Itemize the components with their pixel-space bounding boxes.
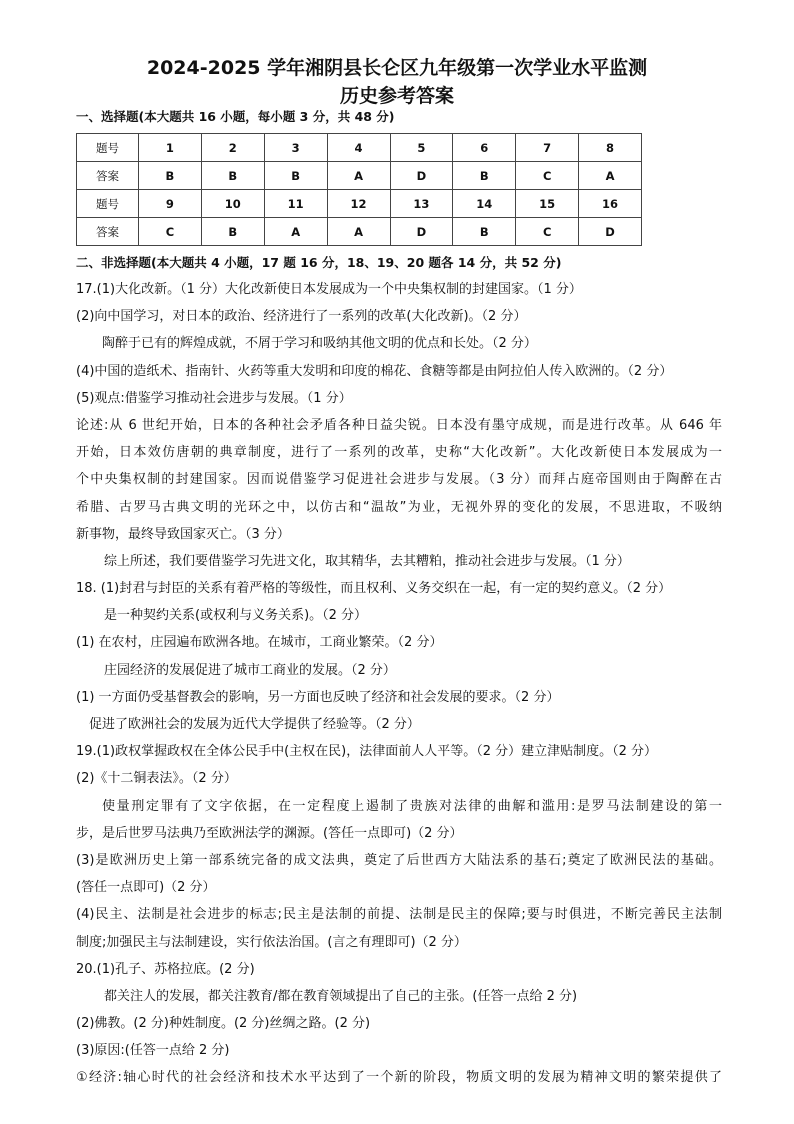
table-row: [77, 162, 642, 190]
answer-line: 陶醉于已有的辉煌成就，不屑于学习和吸纳其他文明的优点和长处。（2 分）: [102, 336, 537, 352]
question-number-cell: 1: [139, 134, 202, 162]
answer-line: 个中央集权制的封建国家。因而说借鉴学习促进社会进步与发展。（3 分）而拜占庭帝国则由于陶醉在古: [76, 472, 722, 488]
answer-line: 庄园经济的发展促进了城市工商业的发展。（2 分）: [104, 662, 396, 678]
question-number-cell: 16: [579, 190, 642, 218]
answer-line: 17.(1)大化改新。（1 分）大化改新使日本发展成为一个中央集权制的封建国家。（1 分）: [76, 282, 582, 297]
table-row: [77, 218, 642, 246]
question-number-cell: 3: [264, 134, 327, 162]
section-heading-choice: 一、选择题(本大题共 16 小题，每小题 3 分，共 48 分): [76, 109, 395, 124]
answer-line: (2)《十二铜表法》。（2 分）: [76, 771, 237, 787]
document-subtitle: 历史参考答案: [339, 85, 454, 107]
answer-line: ①经济:轴心时代的社会经济和技术水平达到了一个新的阶段，物质文明的发展为精神文明的繁荣提供了: [76, 1070, 722, 1086]
answer-cell: B: [139, 162, 202, 190]
answer-cell: C: [139, 218, 202, 246]
answer-line: (1) 在农村，庄园遍布欧洲各地。在城市，工商业繁荣。（2 分）: [76, 635, 443, 651]
answer-line: (2)佛教。(2 分)种姓制度。(2 分)丝绸之路。(2 分): [76, 1016, 371, 1032]
answer-line: 论述:从 6 世纪开始，日本的各种社会矛盾各种日益尖锐。日本没有墨守成规，而是进行改革。从 646 年: [76, 417, 722, 433]
question-number-cell: 10: [201, 190, 264, 218]
answer-cell: B: [453, 162, 516, 190]
question-number-cell: 4: [327, 134, 390, 162]
answer-cell: B: [201, 162, 264, 190]
answer-cell: A: [264, 218, 327, 246]
answer-cell: C: [516, 218, 579, 246]
row-label: 题号: [77, 134, 139, 162]
question-number-cell: 12: [327, 190, 390, 218]
section-heading-nonchoice: 二、非选择题(本大题共 4 小题，17 题 16 分，18、19、20 题各 14 分，共 52 分): [76, 255, 562, 270]
answer-cell: D: [579, 218, 642, 246]
answer-line: 19.(1)政权掌握政权在全体公民手中(主权在民)，法律面前人人平等。（2 分）建立津贴制度。（2 分）: [76, 744, 658, 760]
answer-line: 是一种契约关系(或权利与义务关系)。（2 分）: [104, 608, 368, 624]
question-number-cell: 11: [264, 190, 327, 218]
answer-cell: B: [201, 218, 264, 246]
answer-line: 制度;加强民主与法制建设，实行依法治国。(言之有理即可)（2 分）: [76, 934, 467, 950]
answer-line: (4)民主、法制是社会进步的标志;民主是法制的前提、法制是民主的保障;要与时俱进，不断完善民主法制: [76, 907, 722, 923]
question-number-cell: 9: [139, 190, 202, 218]
question-number-cell: 6: [453, 134, 516, 162]
question-number-cell: 2: [201, 134, 264, 162]
answer-line: (3)原因:(任答一点给 2 分): [76, 1043, 230, 1059]
answer-line: 使量刑定罪有了文字依据，在一定程度上遏制了贵族对法律的曲解和滥用:是罗马法制建设的第一: [102, 798, 722, 814]
answer-line: 新事物，最终导致国家灭亡。（3 分）: [76, 526, 290, 542]
answer-line: 都关注人的发展，都关注教育/都在教育领域提出了自己的主张。(任答一点给 2 分): [104, 988, 578, 1004]
answer-line: 促进了欧洲社会的发展为近代大学提供了经验等。（2 分）: [89, 717, 420, 732]
answer-cell: A: [579, 162, 642, 190]
row-label: 题号: [77, 190, 139, 218]
answer-line: (4)中国的造纸术、指南针、火药等重大发明和印度的棉花、食糖等都是由阿拉伯人传入欧洲的。（2 分）: [76, 363, 673, 379]
answer-line: 20.(1)孔子、苏格拉底。(2 分): [76, 961, 255, 977]
row-label: 答案: [77, 218, 139, 246]
answer-cell: A: [327, 162, 390, 190]
answer-line: (5)观点:借鉴学习推动社会进步与发展。（1 分）: [76, 390, 352, 406]
answer-cell: B: [453, 218, 516, 246]
answer-cell: D: [390, 162, 453, 190]
answer-line: 综上所述，我们要借鉴学习先进文化，取其精华，去其糟粕，推动社会进步与发展。（1 分）: [104, 553, 630, 569]
table-row: [77, 134, 642, 162]
answer-cell: C: [516, 162, 579, 190]
answer-line: 开始，日本效仿唐朝的典章制度，进行了一系列的改革，史称“大化改新”。大化改新使日本发展成为一: [76, 445, 722, 461]
answer-line: (2)向中国学习，对日本的政治、经济进行了一系列的改革(大化改新)。（2 分）: [76, 309, 527, 325]
question-number-cell: 13: [390, 190, 453, 218]
answer-cell: B: [264, 162, 327, 190]
answer-cell: D: [390, 218, 453, 246]
answer-table: [76, 133, 642, 246]
answer-body: [76, 276, 722, 1092]
question-number-cell: 5: [390, 134, 453, 162]
answer-line: 步，是后世罗马法典乃至欧洲法学的渊源。(答任一点即可)（2 分）: [76, 825, 463, 841]
answer-line: 希腊、古罗马古典文明的光环之中，以仿古和“温故”为业，无视外界的变化的发展，不思进取，不吸纳: [76, 499, 722, 515]
question-number-cell: 8: [579, 134, 642, 162]
answer-line: (1) 一方面仍受基督教会的影响，另一方面也反映了经济和社会发展的要求。（2 分）: [76, 689, 560, 705]
row-label: 答案: [77, 162, 139, 190]
document-title: 2024-2025 学年湘阴县长仑区九年级第一次学业水平监测: [146, 57, 648, 79]
answer-cell: A: [327, 218, 390, 246]
answer-line: 18. (1)封君与封臣的关系有着严格的等级性，而且权利、义务交织在一起，有一定的契约意义。（2 分）: [76, 581, 672, 597]
question-number-cell: 14: [453, 190, 516, 218]
question-number-cell: 15: [516, 190, 579, 218]
table-row: [77, 190, 642, 218]
answer-line: (答任一点即可)（2 分）: [76, 880, 216, 896]
answer-line: (3)是欧洲历史上第一部系统完备的成文法典，奠定了后世西方大陆法系的基石;奠定了欧洲民法的基础。: [76, 852, 722, 868]
question-number-cell: 7: [516, 134, 579, 162]
